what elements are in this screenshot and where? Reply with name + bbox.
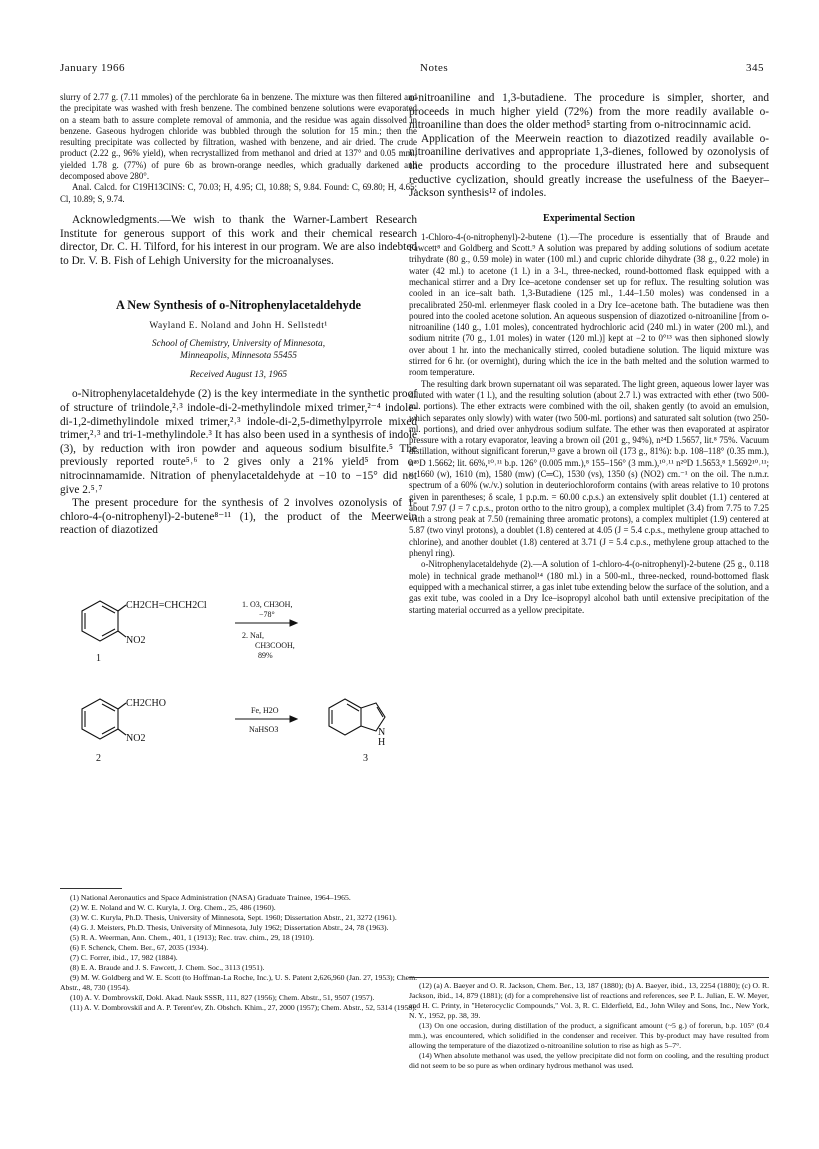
procedure-intro-paragraph: The present procedure for the synthesis of 2 involves ozonolysis of 1-chloro-4-(o-nitrophenyl)-2-butene⁸⁻¹¹ (1), the product of the Meerwein reaction of diazotized xyxy=(60,497,417,537)
received-date: Received August 13, 1965 xyxy=(189,370,288,381)
article-authors: Wayland E. Noland and John H. Sellstedt¹ xyxy=(149,321,328,332)
affiliation-line-1: School of Chemistry, University of Minnesota, xyxy=(151,339,326,350)
indole-h-label: H xyxy=(378,737,386,748)
step-1-reagents: 1. O3, CH3OH, xyxy=(242,600,293,609)
nitro-label-1: NO2 xyxy=(126,635,146,646)
footnote: (8) E. A. Braude and J. S. Fawcett, J. Chem. Soc., 3113 (1951). xyxy=(70,963,265,972)
acknowledgments: Acknowledgments.—We wish to thank the Warner-Lambert Research Institute for generous support of this work and their chemical research director, Dr. C. H. Tilford, for his interest in our program. We are also indebted to Dr. V. B. Fish of Lehigh University for the microanalyses. xyxy=(60,213,417,267)
footnote: (7) C. Forrer, ibid., 17, 982 (1884). xyxy=(70,953,178,962)
affiliation xyxy=(60,339,417,362)
indole-benzene-ring xyxy=(329,699,361,735)
intro-paragraph: o-Nitrophenylacetaldehyde (2) is the key intermediate in the synthetic proof of structure of triindole,²˒³ indole-di-2-methylindole mixed trimer,²⁻⁴ indole-di-1,2-dimethylindole mixed trimer,²˒³ indole-di-2,5-dimethylpyrrole mixed trimer,²˒³ and tri-1-methylindole.³ It has also been used in a synthesis of indole (3), by reduction with iron powder and aqueous sodium bisulfite.⁵ The previously reported route⁵˒⁶ to 2 gives only a 21% yield⁵ from o-nitrocinnamamide. Nitration of phenylacetaldehyde at −10 to −15° did not give 2.⁵˒⁷ xyxy=(60,388,417,496)
meerwein-application-paragraph: Application of the Meerwein reaction to diazotized readily available o-nitroaniline derivatives and appropriate 1,3-dienes, followed by ozonolysis of the products according to the procedure illustrated here and subsequent reductive cyclization, should greatly increase the usefulness of the Baeyer–Jackson synthesis¹² of indoles. xyxy=(409,132,769,200)
experimental-continuation: slurry of 2.77 g. (7.11 mmoles) of the perchlorate 6a in benzene. The mixture was then filtered and the precipitate was washed with fresh benzene. The combined benzene solutions were evaporated on a steam bath to assure complete removal of ammonia, and the residue was again dissolved in benzene. Gaseous hydrogen chloride was bubbled through the solution for 15 min.; then the resulting precipitate was collected by filtration, washed with benzene, and air dried. The crude product (2.22 g., 96% yield), when recrystallized from methanol and dried at 137° and 0.05 mm., yielded 1.78 g. (77%) of pure 6b as brown-orange needles, which gradually darkened and decomposed above 280°. xyxy=(60,92,417,182)
compound-1-label: 1 xyxy=(96,653,101,664)
footnote: (1) National Aeronautics and Space Administration (NASA) Graduate Trainee, 1964–1965. xyxy=(70,893,351,902)
nitro-label-2: NO2 xyxy=(126,733,146,744)
compound-2-label: 2 xyxy=(96,753,101,764)
compound-2-procedure: o-Nitrophenylacetaldehyde (2).—A solution of 1-chloro-4-(o-nitrophenyl)-2-butene (25 g., 0.118 mole) in technical grade methanol¹⁴ (180 ml.) in a 500-ml., three-necked, round-bottomed flask equipped with a mechanical stirrer, a gas inlet tube extending below the surface of the solution, and a gas exit tube, was cooled in a Dry Ice–isopropyl alcohol bath until extensive precipitation of the starting material occurred as a yellow precipitate. xyxy=(409,559,769,615)
footnote: (4) G. J. Meisters, Ph.D. Thesis, University of Minnesota, July 1962; Dissertation Abstr., 24, 78 (1963). xyxy=(70,923,389,932)
left-column xyxy=(60,92,417,538)
step-2-reagent: 2. NaI, xyxy=(242,631,264,640)
footnote-rule-right xyxy=(409,977,769,978)
running-header-section: Notes xyxy=(420,62,449,74)
reduction-reagents: Fe, H2O xyxy=(251,706,279,715)
reduction-additive: NaHSO3 xyxy=(249,725,279,734)
compound-3-label: 3 xyxy=(363,753,368,764)
compound-1-procedure: 1-Chloro-4-(o-nitrophenyl)-2-butene (1).—The procedure is essentially that of Braude and Fawcett⁸ and Goldberg and Scott.⁹ A solution was prepared by adding solutions of sodium acetate trihydrate (80 g., 0.59 mole) in water (100 ml.) and cupric chloride dihydrate (38 g., 0.22 mole) in water (42 ml.) to acetone (1 l.) in a 3-l., three-necked, round-bottomed flask equipped with a mechanical stirrer and a Dry Ice–acetone condenser set up for reflux. The resulting solution was cooled in an ice–salt bath. 1,3-Butadiene (125 ml., 1.44–1.50 moles) was condensed in a precalibrated 250-ml. erlenmeyer flask cooled in a Dry Ice–acetone bath. The butadiene was then poured into the cooled acetone solution. An aqueous suspension of diazotized o-nitroaniline [from o-nitroaniline (140 g., 1.01 moles), concentrated hydrochloric acid (240 ml.) in water (200 ml.), and sodium nitrite (70 g., 1.01 moles) in water (120 ml.)] kept at −2 to 0°¹³ was then siphoned slowly over about 1 hr. into the mechanically stirred, cooled butadiene solution. The liquid mixture was stirred for 6 hr. (or overnight), during which the ice in the bath melted and the solution warmed to room temperature. xyxy=(409,231,769,378)
running-header-date: January 1966 xyxy=(60,62,125,74)
indole-n-label: N xyxy=(378,727,386,738)
substituent-2: CH2CHO xyxy=(126,698,167,709)
analysis-paragraph: Anal. Calcd. for C19H13ClNS: C, 70.03; H, 4.95; Cl, 10.88; S, 9.84. Found: C, 69.80; H, 4.65; Cl, 10.89; S, 9.74. xyxy=(60,182,417,204)
workup-paragraph: The resulting dark brown supernatant oil was separated. The light green, aqueous lower layer was diluted with water (1 l.), and the resulting solution (about 2.7 l.) was extracted with ether (two 500-ml. portions). The ether extracts were combined with the oil, shaken gently (to avoid an emulsion, which separates only slowly) with water (two 500-ml. portions) and saturated salt solution (two 250-ml. portions), and dried over anhydrous sodium sulfate. The ether was then evaporated at aspirator pressure with a rotary evaporator, leaving a brown oil (201 g., 94%), n²⁴D 1.5657, lit.⁸ 75%. Vacuum distillation, without significant forerun,¹³ gave a brown oil (173 g., 81%): b.p. 108–118° (0.35 mm.), n²⁵D 1.5662; lit. 66%,¹⁰˒¹¹ b.p. 126° (0.005 mm.),⁸ 155–156° (3 mm.),¹⁰˒¹¹ n²⁰D 1.5653,⁸ 1.5692¹⁰˒¹¹; ν 1660 (w), 1610 (m), 1580 (mw) (C═C), 1530 (vs), 1350 (s) (NO2) cm.⁻¹ on the oil. The n.m.r. spectrum of a 60% (w./v.) solution in deuteriochloroform contains (with areas relative to 10 protons given in parentheses; δ scale, 1 p.p.m. = 60.00 c.p.s.) an extensively split doublet (1.1) centered at about 7.97 (J = 7 c.p.s., proton ortho to the nitro group), a complex multiplet (3.4) from 7.75 to 7.25 with a strong peak at 7.50 (remaining three aromatic protons), a complex multiplet (1.9) centered at 5.87 (two vinyl protons), a doublet (1.8) centered at 4.05 (J = 5.4 c.p.s., methylene group attached to chlorine), and another doublet (1.8) centered at 3.71 (J = 5.4 c.p.s., methylene group attached to the phenyl ring). xyxy=(409,378,769,559)
footnote: (6) F. Schenck, Chem. Ber., 67, 2035 (1934). xyxy=(70,943,209,952)
article-title: A New Synthesis of o-Nitrophenylacetaldehyde xyxy=(115,298,362,313)
right-intro-continuation: o-nitroaniline and 1,3-butadiene. The procedure is simpler, shorter, and proceeds in much higher yield (72%) from the more readily available o-nitroaniline than does the older method⁵ starting from o-nitrocinnamic acid. xyxy=(409,92,769,132)
footnote: (5) R. A. Weerman, Ann. Chem., 401, 1 (1913); Rec. trav. chim., 29, 18 (1910). xyxy=(70,933,315,942)
experimental-section-title: Experimental Section xyxy=(543,212,635,224)
page-number: 345 xyxy=(746,62,764,74)
footnote: (3) W. C. Kuryla, Ph.D. Thesis, University of Minnesota, Sept. 1960; Dissertation Abstr., 21, 3272 (1961). xyxy=(70,913,397,922)
footnote-rule-left xyxy=(60,888,122,889)
footnote: (13) On one occasion, during distillation of the product, a significant amount (~5 g.) of forerun, b.p. 105° (0.4 mm.), was encountered, which solidified in the condenser and receiver. This by-product may have resulted from allowing the temperature of the diazotized o-nitroaniline solution to rise as high as 5–7°. xyxy=(409,1021,769,1050)
step-1-temperature: −78° xyxy=(259,610,275,619)
footnote: (12) (a) A. Baeyer and O. R. Jackson, Chem. Ber., 13, 187 (1880); (b) A. Baeyer, ibid., 13, 2254 (1880); (c) O. R. Jackson, ibid., 14, 879 (1881); (d) for a comprehensive list of reactions and references, see P. L. Julian, E. W. Meyer, and H. C. Printy, in "Heterocyclic Compounds," Vol. 3, R. C. Elderfield, Ed., John Wiley and Sons, Inc., New York, N. Y., 1952, pp. 38, 39. xyxy=(409,981,769,1020)
step-2-yield: 89% xyxy=(258,651,273,660)
reaction-scheme xyxy=(60,595,420,840)
footnote: (2) W. E. Noland and W. C. Kuryla, J. Org. Chem., 25, 486 (1960). xyxy=(70,903,276,912)
footnote: (14) When absolute methanol was used, the yellow precipitate did not form on cooling, and the resulting product did not seem to be so pure as when ordinary hydrous methanol was used. xyxy=(409,1051,769,1070)
step-2-solvent: CH3COOH, xyxy=(255,641,295,650)
benzene-ring-2 xyxy=(82,699,118,739)
substituent-1: CH2CH=CHCH2Cl xyxy=(126,600,207,611)
footnote: (11) A. V. Dombrovskiĭ and A. P. Terent'ev, Zh. Obshch. Khim., 27, 2000 (1957); Chem. Abstr., 52, 5314 (1958). xyxy=(70,1003,417,1012)
affiliation-line-2: Minneapolis, Minnesota 55455 xyxy=(180,350,297,361)
left-footnotes xyxy=(60,893,417,1013)
footnote: (10) A. V. Dombrovskiĭ, Dokl. Akad. Nauk SSSR, 111, 827 (1956); Chem. Abstr., 51, 9507 (1957). xyxy=(70,993,375,1002)
benzene-ring-1 xyxy=(82,601,118,641)
footnote: (9) M. W. Goldberg and W. E. Scott (to Hoffman-La Roche, Inc.), U. S. Patent 2,626,960 (Jan. 27, 1953); Chem. Abstr., 48, 730 (1954). xyxy=(60,973,417,992)
right-footnotes xyxy=(409,981,769,1071)
right-column xyxy=(409,92,769,616)
